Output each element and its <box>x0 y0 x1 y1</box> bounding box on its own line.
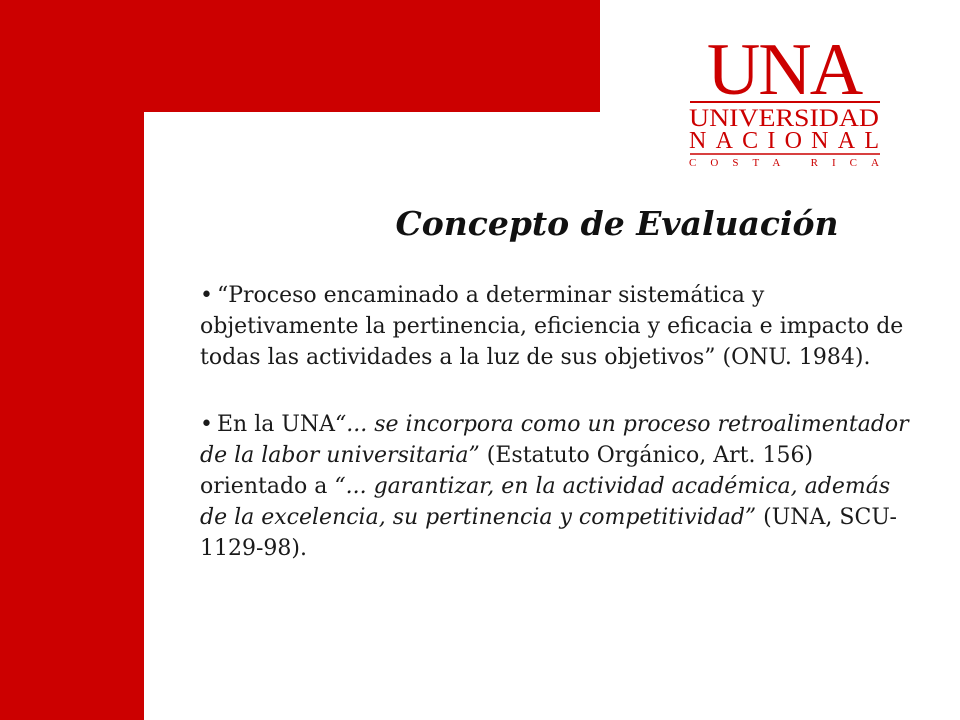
logo-nacional-text: NACIONAL <box>689 128 879 154</box>
bullet-text-plain: En la UNA <box>216 412 336 437</box>
logo-universidad-text: UNIVERSIDAD <box>689 105 879 132</box>
bullet-quote-italic: “... se incorpora como un proceso retroalimentador de la labor universitaria” <box>200 412 909 468</box>
slide-title: Concepto de Evaluación <box>395 204 839 243</box>
bullet-item-una <box>200 409 920 564</box>
logo-costa-rica-text: COSTA RICA <box>689 157 879 169</box>
bullet-icon: • <box>200 283 213 308</box>
bullet-text: “Proceso encaminado a determinar sistemática y objetivamente la pertinencia, eficiencia y eficacia e impacto de todas las actividades a la luz de sus objetivos” (ONU. 1984). <box>200 283 904 370</box>
una-logo <box>684 30 884 170</box>
red-band-left <box>0 0 144 720</box>
bullet-quote-italic: “... garantizar, en la actividad académica, además de la excelencia, su pertinencia y competitividad” <box>200 474 891 530</box>
bullet-citation: (Estatuto Orgánico, Art. 156) orientado a <box>200 443 814 499</box>
bullet-item-onu <box>200 280 920 373</box>
slide-content <box>200 280 920 564</box>
bullet-citation: (UNA, SCU-1129-98). <box>200 505 897 561</box>
logo-una-text: UNA <box>706 30 862 111</box>
bullet-icon: • <box>200 412 213 437</box>
